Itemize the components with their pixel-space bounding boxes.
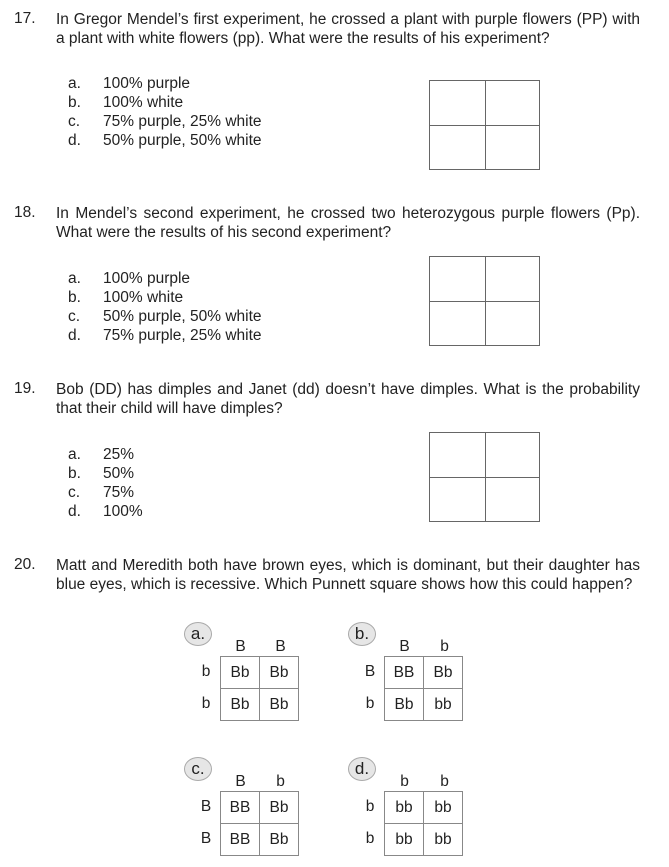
option-text: 25% bbox=[103, 446, 135, 463]
option-letter: a. bbox=[68, 446, 81, 463]
genotype-cell: BB bbox=[221, 824, 260, 856]
option-label-badge: d. bbox=[348, 757, 376, 781]
option-letter: d. bbox=[68, 327, 81, 344]
answer-option bbox=[68, 502, 143, 521]
punnett-grid bbox=[220, 656, 299, 721]
option-letter: d. bbox=[68, 503, 81, 520]
option-text: 75% purple, 25% white bbox=[103, 327, 262, 344]
answer-option bbox=[68, 288, 183, 307]
answer-option bbox=[68, 445, 134, 464]
punnett-grid bbox=[384, 656, 463, 721]
option-letter: d. bbox=[68, 132, 81, 149]
genotype-cell: bb bbox=[385, 824, 424, 856]
question-text: Bob (DD) has dimples and Janet (dd) doesn’t have dimples. What is the probability that their child will have dimples? bbox=[56, 381, 640, 417]
genotype-cell: bb bbox=[424, 689, 463, 721]
option-letter: b. bbox=[68, 465, 81, 482]
option-label-badge: b. bbox=[348, 622, 376, 646]
genotype-cell: Bb bbox=[260, 657, 299, 689]
genotype-cell: Bb bbox=[260, 792, 299, 824]
punnett-square-option bbox=[184, 757, 364, 867]
genotype-cell: Bb bbox=[385, 689, 424, 721]
option-letter: a. bbox=[68, 270, 81, 287]
genotype-cell: Bb bbox=[221, 657, 260, 689]
option-text: 100% purple bbox=[103, 75, 191, 92]
option-label-badge: c. bbox=[184, 757, 212, 781]
punnett-square-option bbox=[348, 757, 528, 867]
option-letter: a. bbox=[68, 75, 81, 92]
answer-option bbox=[68, 269, 190, 288]
option-letter: c. bbox=[68, 484, 81, 501]
column-allele: B bbox=[235, 638, 246, 655]
row-allele: B bbox=[200, 830, 212, 847]
row-allele: B bbox=[200, 798, 212, 815]
column-allele: B bbox=[275, 638, 286, 655]
row-allele: B bbox=[364, 663, 376, 680]
option-text: 75% purple, 25% white bbox=[103, 113, 262, 130]
genotype-cell: bb bbox=[385, 792, 424, 824]
question-number: 20. bbox=[14, 556, 36, 573]
option-text: 100% bbox=[103, 503, 143, 520]
answer-option bbox=[68, 131, 262, 150]
question-text: In Mendel’s second experiment, he crossed two heterozygous purple flowers (Pp). What were the results of his second experiment? bbox=[56, 205, 640, 241]
punnett-square-option bbox=[184, 622, 364, 732]
question-number: 17. bbox=[14, 10, 36, 27]
genotype-cell: Bb bbox=[260, 824, 299, 856]
answer-option bbox=[68, 74, 190, 93]
column-allele: B bbox=[235, 773, 246, 790]
option-label-badge: a. bbox=[184, 622, 212, 646]
option-text: 50% bbox=[103, 465, 135, 482]
column-allele: b bbox=[400, 773, 409, 790]
genotype-cell: Bb bbox=[424, 657, 463, 689]
genotype-cell: BB bbox=[385, 657, 424, 689]
column-allele: b bbox=[276, 773, 285, 790]
empty-punnett-square bbox=[429, 432, 540, 522]
empty-punnett-square bbox=[429, 80, 540, 170]
answer-option bbox=[68, 326, 262, 345]
row-allele: b bbox=[201, 663, 211, 680]
punnett-grid bbox=[220, 791, 299, 856]
row-allele: b bbox=[365, 695, 375, 712]
answer-option bbox=[68, 112, 262, 131]
row-allele: b bbox=[365, 798, 375, 815]
option-text: 100% white bbox=[103, 289, 184, 306]
punnett-grid bbox=[384, 791, 463, 856]
question-number: 18. bbox=[14, 204, 36, 221]
genotype-cell: BB bbox=[221, 792, 260, 824]
column-allele: B bbox=[399, 638, 410, 655]
option-letter: c. bbox=[68, 113, 81, 130]
genotype-cell: Bb bbox=[221, 689, 260, 721]
column-allele: b bbox=[440, 773, 449, 790]
option-text: 50% purple, 50% white bbox=[103, 132, 262, 149]
option-text: 100% white bbox=[103, 94, 184, 111]
genotype-cell: bb bbox=[424, 824, 463, 856]
punnett-square-option bbox=[348, 622, 528, 732]
row-allele: b bbox=[365, 830, 375, 847]
question-text: In Gregor Mendel’s first experiment, he crossed a plant with purple flowers (PP) with a plant with white flowers (pp). What were the results of his experiment? bbox=[56, 11, 640, 47]
answer-option bbox=[68, 464, 134, 483]
row-allele: b bbox=[201, 695, 211, 712]
answer-option bbox=[68, 483, 134, 502]
option-letter: b. bbox=[68, 94, 81, 111]
empty-punnett-square bbox=[429, 256, 540, 346]
answer-option bbox=[68, 307, 262, 326]
option-text: 75% bbox=[103, 484, 135, 501]
genotype-cell: bb bbox=[424, 792, 463, 824]
answer-option bbox=[68, 93, 183, 112]
option-text: 100% purple bbox=[103, 270, 191, 287]
option-letter: b. bbox=[68, 289, 81, 306]
column-allele: b bbox=[440, 638, 449, 655]
genotype-cell: Bb bbox=[260, 689, 299, 721]
option-letter: c. bbox=[68, 308, 81, 325]
question-text: Matt and Meredith both have brown eyes, which is dominant, but their daughter has blue eyes, which is recessive. Which Punnett square shows how this could happen? bbox=[56, 557, 640, 593]
option-text: 50% purple, 50% white bbox=[103, 308, 262, 325]
question-number: 19. bbox=[14, 380, 36, 397]
